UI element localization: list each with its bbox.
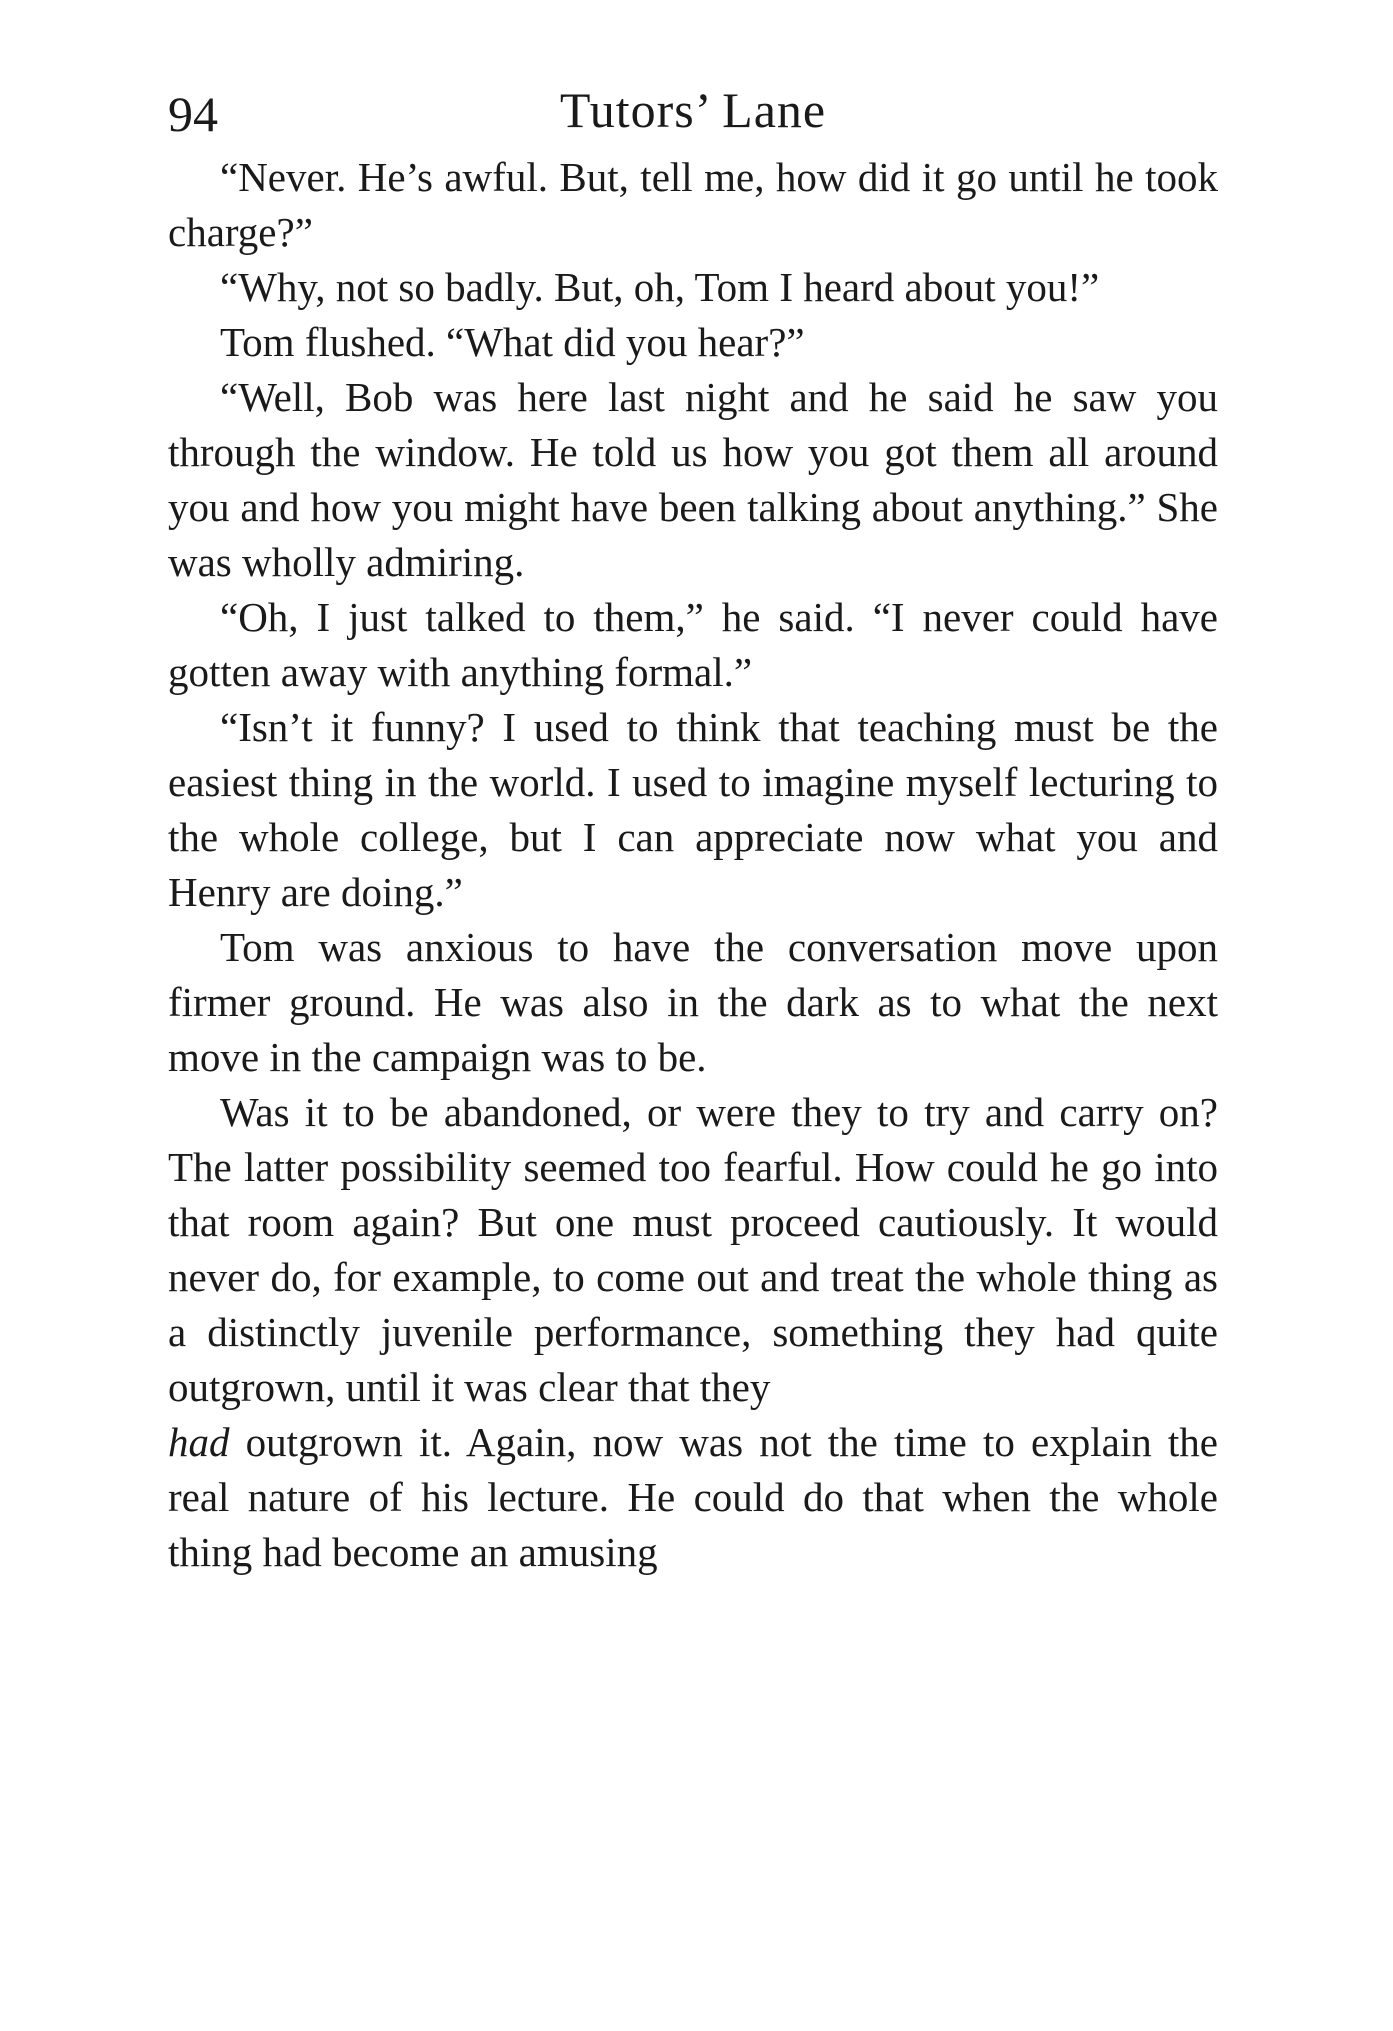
- paragraph-3: Tom flushed. “What did you hear?”: [220, 319, 805, 365]
- paragraph-8-continued: [168, 1415, 1218, 1580]
- paragraph-1: “Never. He’s awful. But, tell me, how did it go until he took charge?”: [168, 154, 1218, 255]
- paragraph-6: “Isn’t it funny? I used to think that teaching must be the easiest thing in the world. I used to imagine myself lecturing to the whole college, but I can appreciate now what you and Henry are doing.”: [168, 704, 1218, 915]
- italic-word: had: [168, 1419, 230, 1465]
- running-head: [168, 70, 1218, 150]
- paragraph-4: “Well, Bob was here last night and he said he saw you through the window. He told us how you got them all around you and how you might have been talking about anything.” She was wholly admiring.: [168, 374, 1218, 585]
- page-number: 94: [168, 86, 218, 142]
- paragraph-8-continued-text: outgrown it. Again, now was not the time to explain the real nature of his lecture. He could do that when the whole thing had become an amusing: [168, 1419, 1218, 1575]
- paragraph-7: Tom was anxious to have the conversation move upon firmer ground. He was also in the dark as to what the next move in the campaign was to be.: [168, 924, 1218, 1080]
- body-text: [168, 150, 1218, 1580]
- paragraph-2: “Why, not so badly. But, oh, Tom I heard about you!”: [220, 264, 1100, 310]
- paragraph-8: Was it to be abandoned, or were they to try and carry on? The latter possibility seemed too fearful. How could he go into that room again? But one must proceed cautiously. It would never do, for example, to come out and treat the whole thing as a distinctly juvenile performance, something they had quite outgrown, until it was clear that they: [168, 1089, 1218, 1410]
- running-title: Tutors’ Lane: [559, 82, 827, 138]
- book-page: [168, 70, 1218, 1580]
- paragraph-5: “Oh, I just talked to them,” he said. “I never could have gotten away with anything formal.”: [168, 594, 1218, 695]
